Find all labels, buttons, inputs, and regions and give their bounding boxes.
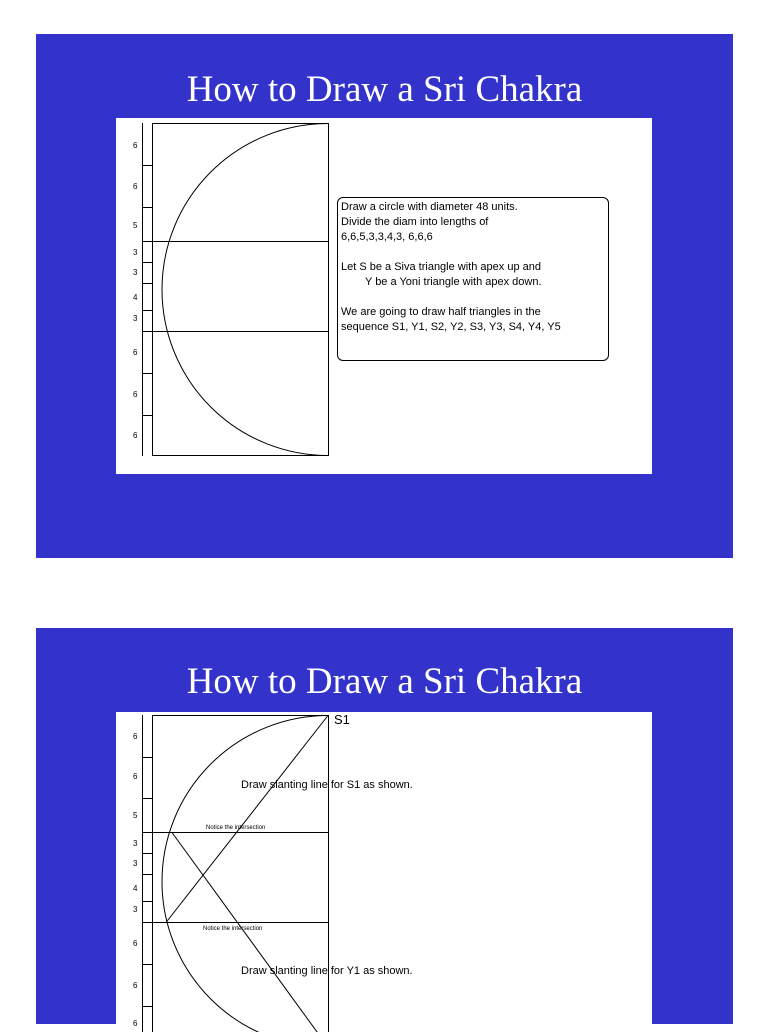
slide-1	[36, 34, 733, 558]
ruler-label: 6	[133, 141, 138, 150]
ruler-label: 3	[133, 268, 138, 277]
ruler-label: 3	[133, 859, 138, 868]
ruler-label: 4	[133, 293, 138, 302]
slide-title: How to Draw a Sri Chakra	[36, 68, 733, 112]
instruction-box	[337, 197, 609, 361]
note-line: Y be a Yoni triangle with apex down.	[341, 275, 608, 290]
ruler-labels	[133, 732, 138, 1028]
ruler-label: 6	[133, 1019, 138, 1028]
note-line: Let S be a Siva triangle with apex up and	[341, 260, 608, 275]
ruler-label: 6	[133, 981, 138, 990]
slide-2	[36, 628, 733, 1024]
ruler-label: 6	[133, 732, 138, 741]
instruction-s1: Draw slanting line for S1 as shown.	[241, 779, 413, 791]
ruler-labels	[133, 141, 138, 440]
ruler-label: 4	[133, 884, 138, 893]
note-line: 6,6,5,3,3,4,3, 6,6,6	[341, 230, 608, 245]
intersection-note: Notice the intersection	[203, 926, 262, 932]
ruler-label: 3	[133, 314, 138, 323]
ruler-label: 3	[133, 905, 138, 914]
ruler-label: 6	[133, 431, 138, 440]
note-line: sequence S1, Y1, S2, Y2, S3, Y3, S4, Y4, Y5	[341, 320, 608, 335]
intersection-note: Notice the intersection	[206, 825, 265, 831]
ruler-label: 5	[133, 811, 138, 820]
ruler-label: 3	[133, 248, 138, 257]
note-line: We are going to draw half triangles in the	[341, 305, 608, 320]
ruler-label: 5	[133, 221, 138, 230]
note-line: Draw a circle with diameter 48 units.	[341, 200, 608, 215]
note-spacer	[341, 290, 608, 305]
slide-title: How to Draw a Sri Chakra	[36, 660, 733, 704]
ruler-label: 6	[133, 348, 138, 357]
slanting-lines-diagram	[116, 712, 652, 1032]
slide-panel	[116, 712, 652, 1032]
ruler-label: 6	[133, 390, 138, 399]
ruler-label: 6	[133, 939, 138, 948]
ruler-label: 3	[133, 839, 138, 848]
note-spacer	[341, 245, 608, 260]
ruler-label: 6	[133, 772, 138, 781]
slide-panel	[116, 118, 652, 474]
note-line: Divide the diam into lengths of	[341, 215, 608, 230]
instruction-y1: Draw slanting line for Y1 as shown.	[241, 965, 413, 977]
ruler-label: 6	[133, 182, 138, 191]
apex-label-s1: S1	[334, 712, 350, 727]
